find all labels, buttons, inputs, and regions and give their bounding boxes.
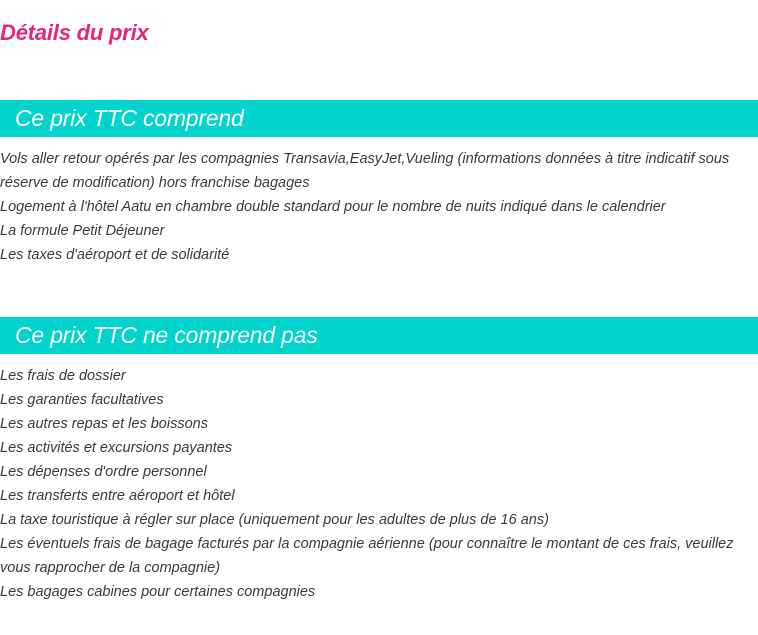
list-item: Les frais de dossier [0, 368, 126, 384]
list-item: Les activités et excursions payantes [0, 440, 233, 456]
list-item: Les éventuels frais de bagage facturés par la compagnie aérienne (pour connaître le montant de ces frais, veuillez vous rapprocher de la compagnie) [0, 536, 734, 576]
list-item: La formule Petit Déjeuner [0, 223, 165, 239]
price-includes-section [0, 100, 758, 267]
price-excludes-section [0, 317, 758, 604]
list-item: Les transferts entre aéroport et hôtel [0, 488, 235, 504]
list-item: Les taxes d'aéroport et de solidarité [0, 247, 230, 263]
price-includes-heading: Ce prix TTC comprend [0, 100, 758, 137]
list-item: Les garanties facultatives [0, 392, 164, 408]
list-item: La taxe touristique à régler sur place (uniquement pour les adultes de plus de 16 ans) [0, 512, 549, 528]
price-includes-list [0, 147, 758, 267]
list-item: Les autres repas et les boissons [0, 416, 208, 432]
list-item: Vols aller retour opérés par les compagnies Transavia,EasyJet,Vueling (informations données à titre indicatif sous réserve de modification) hors franchise bagages [0, 151, 730, 191]
price-excludes-list [0, 364, 758, 604]
page-title: Détails du prix [0, 20, 149, 45]
list-item: Les bagages cabines pour certaines compagnies [0, 584, 316, 600]
list-item: Les dépenses d'ordre personnel [0, 464, 207, 480]
price-excludes-heading: Ce prix TTC ne comprend pas [0, 317, 758, 354]
list-item: Logement à l'hôtel Aatu en chambre double standard pour le nombre de nuits indiqué dans le calendrier [0, 199, 666, 215]
